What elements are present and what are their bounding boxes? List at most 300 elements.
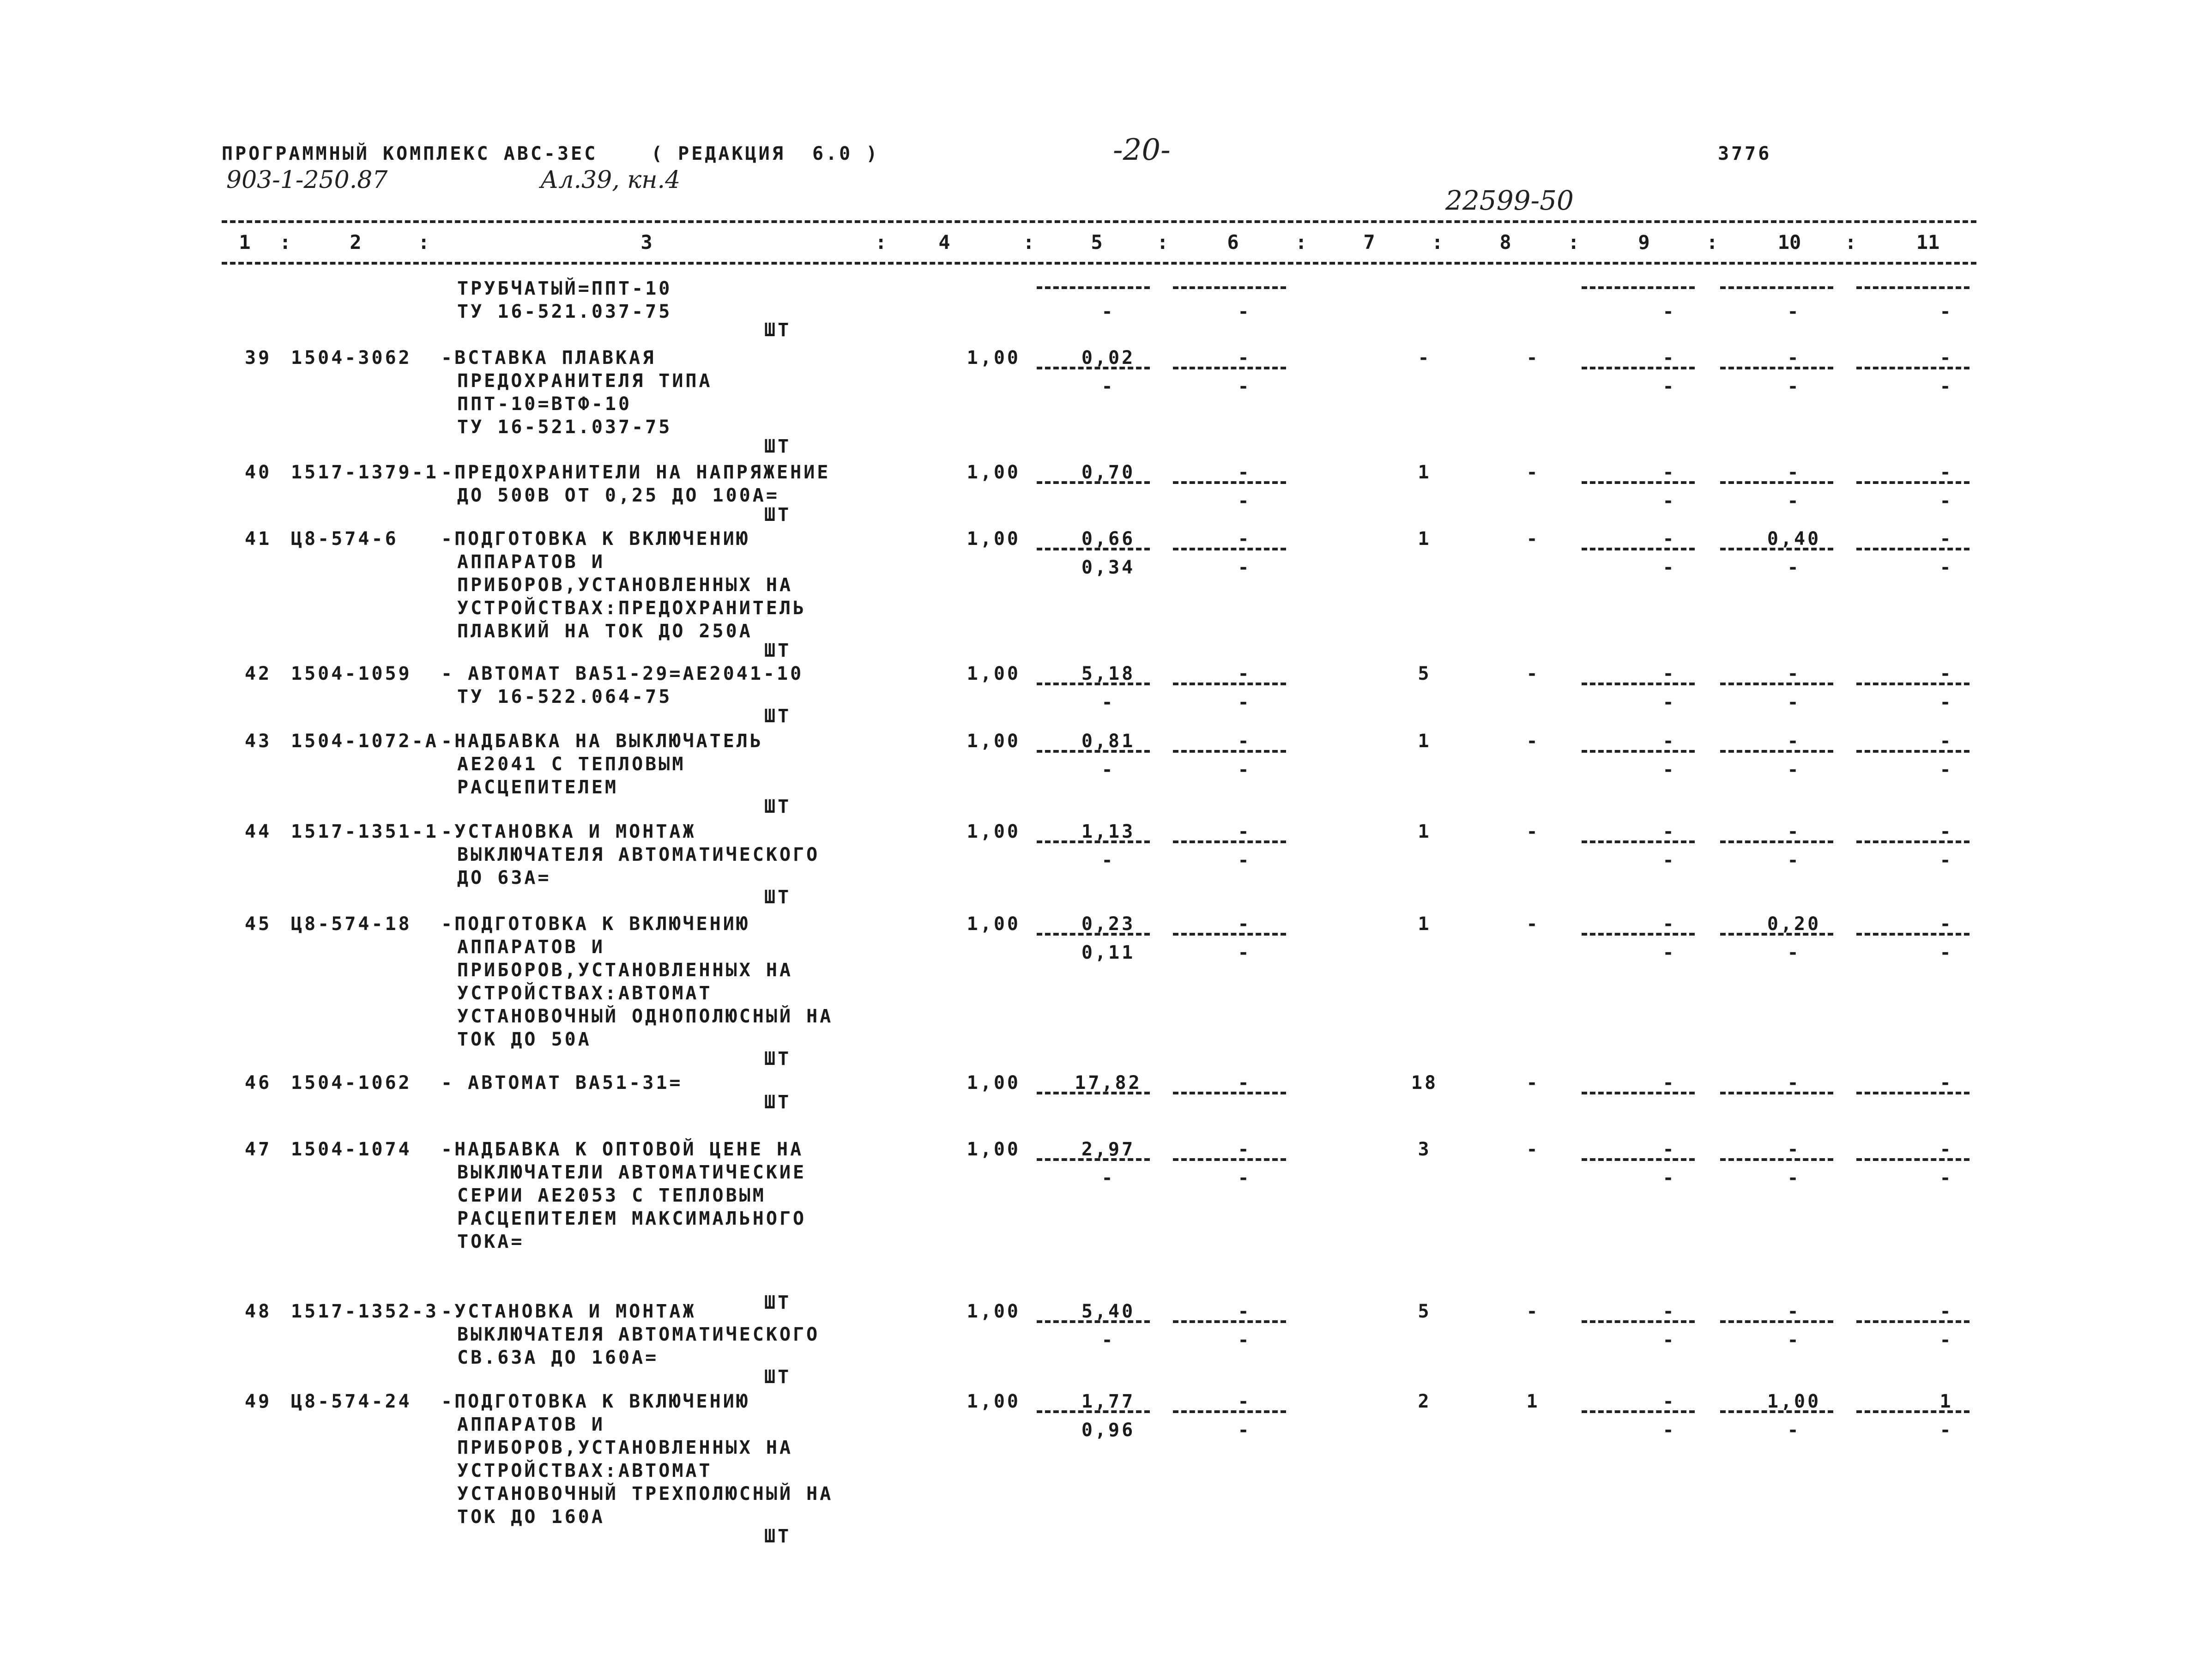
cell-col6-secondary: - <box>1238 301 1251 322</box>
subtotal-rule <box>1582 840 1695 843</box>
cell-col9-secondary: - <box>1662 301 1676 322</box>
cell-col6: - <box>1238 1072 1251 1094</box>
item-description-line: ПРЕДОХРАНИТЕЛЯ ТИПА <box>457 370 713 392</box>
cell-col11: 1 <box>1939 1391 1953 1412</box>
cell-col10-secondary: - <box>1787 942 1801 963</box>
subtotal-rule <box>1720 481 1833 484</box>
cell-col5-secondary: 0,11 <box>1081 942 1136 963</box>
cell-quantity: 1,00 <box>967 913 1021 935</box>
row-number: 39 <box>245 347 272 369</box>
subtotal-rule <box>1173 481 1286 484</box>
subtotal-rule <box>1173 1410 1286 1413</box>
cell-col8: - <box>1526 347 1540 369</box>
cell-col8: - <box>1526 1139 1540 1160</box>
col-header-1: 1 <box>239 231 251 254</box>
cell-col5: 5,18 <box>1081 663 1136 684</box>
cell-col10: - <box>1787 731 1801 752</box>
cell-col5: 2,97 <box>1081 1139 1136 1160</box>
cell-col9: - <box>1662 1139 1676 1160</box>
cell-col11: - <box>1939 347 1953 369</box>
item-description-line: -НАДБАВКА НА ВЫКЛЮЧАТЕЛЬ <box>441 731 763 752</box>
col-separator: : <box>1023 231 1035 254</box>
col-separator: : <box>418 231 430 254</box>
subtotal-rule <box>1582 1320 1695 1323</box>
cell-col11-secondary: - <box>1939 557 1953 578</box>
cell-col11: - <box>1939 913 1953 935</box>
item-description-line: ПРИБОРОВ,УСТАНОВЛЕННЫХ НА <box>457 1437 793 1458</box>
item-description-line: СЕРИИ АЕ2053 С ТЕПЛОВЫМ <box>457 1185 766 1206</box>
item-description-line: -УСТАНОВКА И МОНТАЖ <box>441 821 696 842</box>
item-description-line: АППАРАТОВ И <box>457 1414 605 1435</box>
cell-col11: - <box>1939 663 1953 684</box>
cell-col10: - <box>1787 1072 1801 1094</box>
cell-quantity: 1,00 <box>967 731 1021 752</box>
item-description-line: ТОК ДО 50А <box>457 1029 592 1050</box>
subtotal-rule <box>1720 840 1833 843</box>
item-description-line: ПРИБОРОВ,УСТАНОВЛЕННЫХ НА <box>457 960 793 981</box>
item-description-line: ПРИБОРОВ,УСТАНОВЛЕННЫХ НА <box>457 574 793 596</box>
cell-col8: - <box>1526 913 1540 935</box>
subtotal-rule <box>1037 1320 1150 1323</box>
cell-col7: - <box>1418 347 1432 369</box>
cell-col10-secondary: - <box>1787 557 1801 578</box>
cell-col5: 0,23 <box>1081 913 1136 935</box>
subtotal-rule <box>1173 933 1286 936</box>
col-separator: : <box>1845 231 1857 254</box>
cell-col10: 1,00 <box>1767 1391 1821 1412</box>
col-header-2: 2 <box>350 231 362 254</box>
item-description-line: ТУ 16-522.064-75 <box>457 686 672 707</box>
cell-col6-secondary: - <box>1238 942 1251 963</box>
item-description-line: РАСЦЕПИТЕЛЕМ МАКСИМАЛЬНОГО <box>457 1208 807 1229</box>
item-code: Ц8-574-6 <box>291 528 399 550</box>
item-code: 1504-1059 <box>291 663 412 684</box>
unit-label: ШТ <box>764 1366 791 1388</box>
cell-col9-secondary: - <box>1662 557 1676 578</box>
subtotal-rule <box>1037 367 1150 369</box>
row-number: 41 <box>245 528 272 550</box>
subtotal-rule <box>1720 367 1833 369</box>
subtotal-rule <box>1582 683 1695 685</box>
cell-col9: - <box>1662 347 1676 369</box>
edition-label: ( РЕДАКЦИЯ 6.0 ) <box>651 143 880 164</box>
cell-col7: 5 <box>1418 663 1432 684</box>
row-number: 47 <box>245 1139 272 1160</box>
cell-col5-secondary: - <box>1101 1329 1115 1351</box>
item-description-line: ВЫКЛЮЧАТЕЛЯ АВТОМАТИЧЕСКОГО <box>457 844 820 865</box>
cell-col5: 0,66 <box>1081 528 1136 550</box>
cell-col6: - <box>1238 462 1251 483</box>
unit-label: ШТ <box>764 1048 791 1070</box>
item-description-line: УСТАНОВОЧНЫЙ ТРЕХПОЛЮСНЫЙ НА <box>457 1483 834 1505</box>
cell-col5: 17,82 <box>1075 1072 1142 1094</box>
col-separator: : <box>1706 231 1718 254</box>
col-header-7: 7 <box>1363 231 1375 254</box>
subtotal-rule <box>1037 481 1150 484</box>
cell-col7: 1 <box>1418 528 1432 550</box>
item-description-line: -ПОДГОТОВКА К ВКЛЮЧЕНИЮ <box>441 913 750 935</box>
item-code: 1504-1072-А <box>291 731 439 752</box>
row-number: 46 <box>245 1072 272 1094</box>
cell-col11-secondary: - <box>1939 942 1953 963</box>
item-description-line: ТОК ДО 160А <box>457 1506 605 1528</box>
cell-col11: - <box>1939 462 1953 483</box>
cell-col10-secondary: - <box>1787 1420 1801 1441</box>
cell-col9-secondary: - <box>1662 850 1676 871</box>
cell-col6: - <box>1238 1301 1251 1322</box>
subtotal-rule <box>1582 548 1695 550</box>
item-code: 1504-1062 <box>291 1072 412 1094</box>
cell-col11-secondary: - <box>1939 1167 1953 1189</box>
item-description-line: -ПОДГОТОВКА К ВКЛЮЧЕНИЮ <box>441 528 750 550</box>
item-description-line: ВЫКЛЮЧАТЕЛЯ АВТОМАТИЧЕСКОГО <box>457 1324 820 1345</box>
cell-col10-secondary: - <box>1787 490 1801 512</box>
item-description-line: ТОКА= <box>457 1231 525 1252</box>
subtotal-rule <box>1856 1158 1969 1161</box>
cell-col6-secondary: - <box>1238 759 1251 780</box>
row-number: 40 <box>245 462 272 483</box>
cell-col5-secondary: - <box>1101 759 1115 780</box>
subtotal-rule <box>1582 1092 1695 1094</box>
cell-col6-secondary: - <box>1238 1329 1251 1351</box>
subtotal-rule <box>1856 1320 1969 1323</box>
cell-quantity: 1,00 <box>967 1072 1021 1094</box>
subtotal-rule <box>1582 1158 1695 1161</box>
cell-col10-secondary: - <box>1787 1329 1801 1351</box>
cell-col6-secondary: - <box>1238 1420 1251 1441</box>
subtotal-rule <box>1582 933 1695 936</box>
cell-col10: - <box>1787 1301 1801 1322</box>
cell-col10-secondary: - <box>1787 301 1801 322</box>
unit-label: ШТ <box>764 1526 791 1547</box>
cell-col11-secondary: - <box>1939 301 1953 322</box>
subtotal-rule <box>1582 481 1695 484</box>
cell-col9-secondary: - <box>1662 490 1676 512</box>
item-code: 1517-1352-3 <box>291 1301 439 1322</box>
subtotal-rule <box>1856 683 1969 685</box>
col-header-10: 10 <box>1777 231 1801 254</box>
cell-col9: - <box>1662 1072 1676 1094</box>
cell-col9: - <box>1662 462 1676 483</box>
subtotal-rule <box>1037 1410 1150 1413</box>
cell-col7: 2 <box>1418 1391 1432 1412</box>
cell-col9: - <box>1662 1391 1676 1412</box>
cell-col9: - <box>1662 1301 1676 1322</box>
row-number: 48 <box>245 1301 272 1322</box>
cell-col11: - <box>1939 1301 1953 1322</box>
item-description-line: ВЫКЛЮЧАТЕЛИ АВТОМАТИЧЕСКИЕ <box>457 1162 807 1183</box>
item-code: Ц8-574-24 <box>291 1391 412 1412</box>
subtotal-rule <box>1037 1092 1150 1094</box>
col-header-3: 3 <box>640 231 652 254</box>
item-description-line: - АВТОМАТ ВА51-31= <box>441 1072 683 1094</box>
program-title: ПРОГРАММНЫЙ КОМПЛЕКС АВС-3ЕС <box>222 143 598 164</box>
item-description-line: ДО 63А= <box>457 867 551 888</box>
col-header-11: 11 <box>1916 231 1940 254</box>
item-description-line: -ПОДГОТОВКА К ВКЛЮЧЕНИЮ <box>441 1391 750 1412</box>
cell-col7: 1 <box>1418 731 1432 752</box>
col-separator: : <box>1432 231 1444 254</box>
subtotal-rule <box>1037 750 1150 753</box>
cell-col6: - <box>1238 821 1251 842</box>
cell-col11: - <box>1939 1072 1953 1094</box>
cell-col9: - <box>1662 528 1676 550</box>
col-separator: : <box>279 231 291 254</box>
item-code: 1517-1351-1 <box>291 821 439 842</box>
cell-col8: - <box>1526 462 1540 483</box>
cell-col8: - <box>1526 528 1540 550</box>
item-description-line: УСТРОЙСТВАХ:АВТОМАТ <box>457 1460 713 1481</box>
cell-col5: 1,77 <box>1081 1391 1136 1412</box>
cell-col6: - <box>1238 1391 1251 1412</box>
cell-col8: - <box>1526 821 1540 842</box>
subtotal-rule <box>1173 750 1286 753</box>
page-number: 3776 <box>1718 143 1772 164</box>
cell-col5: 0,81 <box>1081 731 1136 752</box>
subtotal-rule <box>1856 840 1969 843</box>
cell-col9-secondary: - <box>1662 759 1676 780</box>
cell-col9: - <box>1662 731 1676 752</box>
cell-col5: 0,70 <box>1081 462 1136 483</box>
cell-col9-secondary: - <box>1662 692 1676 713</box>
row-number: 43 <box>245 731 272 752</box>
col-separator: : <box>1568 231 1580 254</box>
item-code: 1517-1379-1 <box>291 462 439 483</box>
cell-col8: - <box>1526 1072 1540 1094</box>
cell-col9-secondary: - <box>1662 1420 1676 1441</box>
cell-col7: 1 <box>1418 821 1432 842</box>
page-mark: -20- <box>1113 133 1171 167</box>
cell-quantity: 1,00 <box>967 528 1021 550</box>
subtotal-rule <box>1720 933 1833 936</box>
cell-col5-secondary: - <box>1101 301 1115 322</box>
cell-col5-secondary: - <box>1101 850 1115 871</box>
cell-col6: - <box>1238 528 1251 550</box>
cell-col11-secondary: - <box>1939 1420 1953 1441</box>
cell-col5-secondary: 0,96 <box>1081 1420 1136 1441</box>
subtotal-rule <box>1582 750 1695 753</box>
cell-col10: - <box>1787 821 1801 842</box>
cell-col6: - <box>1238 1139 1251 1160</box>
subtotal-rule <box>1856 481 1969 484</box>
item-description-line: -УСТАНОВКА И МОНТАЖ <box>441 1301 696 1322</box>
cell-col5: 0,02 <box>1081 347 1136 369</box>
subtotal-rule <box>1856 367 1969 369</box>
item-description-line: ДО 500В ОТ 0,25 ДО 100А= <box>457 485 779 506</box>
cell-col11: - <box>1939 731 1953 752</box>
cell-col11-secondary: - <box>1939 692 1953 713</box>
sheet-ref: Ал.39, кн.4 <box>540 166 681 194</box>
cell-col6: - <box>1238 347 1251 369</box>
cell-col11: - <box>1939 528 1953 550</box>
item-description-line: -ВСТАВКА ПЛАВКАЯ <box>441 347 656 369</box>
subtotal-rule <box>1173 683 1286 685</box>
inventory-number: 22599-50 <box>1445 185 1574 216</box>
row-number: 49 <box>245 1391 272 1412</box>
row-number: 42 <box>245 663 272 684</box>
cell-col10: 0,20 <box>1767 913 1821 935</box>
subtotal-rule <box>1173 367 1286 369</box>
item-description-line: ТУ 16-521.037-75 <box>457 301 672 322</box>
cell-col8: - <box>1526 663 1540 684</box>
item-description-line: ППТ-10=ВТФ-10 <box>457 393 632 415</box>
cell-quantity: 1,00 <box>967 1391 1021 1412</box>
subtotal-rule <box>1856 1410 1969 1413</box>
item-description-line: ПЛАВКИЙ НА ТОК ДО 250А <box>457 621 753 642</box>
subtotal-rule <box>1173 286 1286 289</box>
unit-label: ШТ <box>764 796 791 817</box>
unit-label: ШТ <box>764 1092 791 1113</box>
cell-col11-secondary: - <box>1939 759 1953 780</box>
cell-col11-secondary: - <box>1939 1329 1953 1351</box>
cell-col6: - <box>1238 731 1251 752</box>
cell-col6-secondary: - <box>1238 1167 1251 1189</box>
unit-label: ШТ <box>764 640 791 661</box>
unit-label: ШТ <box>764 887 791 908</box>
cell-col10: - <box>1787 462 1801 483</box>
cell-col10: - <box>1787 1139 1801 1160</box>
unit-label: ШТ <box>764 706 791 727</box>
cell-col7: 1 <box>1418 462 1432 483</box>
item-description-line: УСТРОЙСТВАХ:АВТОМАТ <box>457 983 713 1004</box>
col-header-8: 8 <box>1499 231 1511 254</box>
cell-col9-secondary: - <box>1662 942 1676 963</box>
cell-col10: 0,40 <box>1767 528 1821 550</box>
item-description-line: АППАРАТОВ И <box>457 551 605 573</box>
subtotal-rule <box>1173 840 1286 843</box>
cell-col7: 18 <box>1411 1072 1438 1094</box>
cell-col10-secondary: - <box>1787 759 1801 780</box>
subtotal-rule <box>1856 933 1969 936</box>
item-code: 1504-3062 <box>291 347 412 369</box>
subtotal-rule <box>1720 1320 1833 1323</box>
item-description-line: - АВТОМАТ ВА51-29=АЕ2041-10 <box>441 663 804 684</box>
cell-col8: - <box>1526 1301 1540 1322</box>
cell-col10-secondary: - <box>1787 1167 1801 1189</box>
cell-quantity: 1,00 <box>967 821 1021 842</box>
subtotal-rule <box>1582 1410 1695 1413</box>
subtotal-rule <box>1720 683 1833 685</box>
subtotal-rule <box>1856 286 1969 289</box>
cell-quantity: 1,00 <box>967 1139 1021 1160</box>
subtotal-rule <box>1582 367 1695 369</box>
cell-col6: - <box>1238 913 1251 935</box>
subtotal-rule <box>1037 933 1150 936</box>
item-description-line: УСТАНОВОЧНЫЙ ОДНОПОЛЮСНЫЙ НА <box>457 1006 834 1027</box>
cell-col5-secondary: - <box>1101 1167 1115 1189</box>
item-description-line: ТУ 16-521.037-75 <box>457 417 672 438</box>
unit-label: ШТ <box>764 436 791 457</box>
cell-quantity: 1,00 <box>967 347 1021 369</box>
subtotal-rule <box>1720 1410 1833 1413</box>
cell-col11-secondary: - <box>1939 490 1953 512</box>
subtotal-rule <box>1856 750 1969 753</box>
item-description-line: АППАРАТОВ И <box>457 937 605 958</box>
subtotal-rule <box>1173 1092 1286 1094</box>
cell-col5-secondary: - <box>1101 692 1115 713</box>
cell-col6-secondary: - <box>1238 376 1251 397</box>
col-separator: : <box>1295 231 1307 254</box>
item-description-line: УСТРОЙСТВАХ:ПРЕДОХРАНИТЕЛЬ <box>457 598 807 619</box>
cell-col11: - <box>1939 1139 1953 1160</box>
item-description-line: ТРУБЧАТЫЙ=ППТ-10 <box>457 278 672 299</box>
cell-col5: 1,13 <box>1081 821 1136 842</box>
header-rule-bottom <box>222 262 1976 265</box>
cell-col9-secondary: - <box>1662 1329 1676 1351</box>
row-number: 45 <box>245 913 272 935</box>
cell-col10-secondary: - <box>1787 376 1801 397</box>
subtotal-rule <box>1720 1092 1833 1094</box>
cell-col7: 5 <box>1418 1301 1432 1322</box>
row-number: 44 <box>245 821 272 842</box>
subtotal-rule <box>1037 1158 1150 1161</box>
cell-col7: 3 <box>1418 1139 1432 1160</box>
cell-col6-secondary: - <box>1238 850 1251 871</box>
cell-col6-secondary: - <box>1238 692 1251 713</box>
subtotal-rule <box>1037 548 1150 550</box>
cell-col10: - <box>1787 663 1801 684</box>
col-header-6: 6 <box>1227 231 1239 254</box>
subtotal-rule <box>1582 286 1695 289</box>
cell-quantity: 1,00 <box>967 462 1021 483</box>
item-description-line: СВ.63А ДО 160А= <box>457 1347 659 1368</box>
cell-col9: - <box>1662 913 1676 935</box>
item-description-line: РАСЦЕПИТЕЛЕМ <box>457 777 618 798</box>
subtotal-rule <box>1037 683 1150 685</box>
col-separator: : <box>875 231 887 254</box>
item-description-line: -НАДБАВКА К ОПТОВОЙ ЦЕНЕ НА <box>441 1139 804 1160</box>
cell-col8: 1 <box>1526 1391 1540 1412</box>
subtotal-rule <box>1037 840 1150 843</box>
subtotal-rule <box>1173 548 1286 550</box>
subtotal-rule <box>1856 1092 1969 1094</box>
cell-col6-secondary: - <box>1238 557 1251 578</box>
cell-quantity: 1,00 <box>967 1301 1021 1322</box>
cell-col9-secondary: - <box>1662 376 1676 397</box>
cell-col10: - <box>1787 347 1801 369</box>
cell-col10-secondary: - <box>1787 692 1801 713</box>
subtotal-rule <box>1173 1158 1286 1161</box>
cell-col9: - <box>1662 821 1676 842</box>
cell-quantity: 1,00 <box>967 663 1021 684</box>
subtotal-rule <box>1720 286 1833 289</box>
header-rule-top <box>222 220 1976 223</box>
doc-code: 903-1-250.87 <box>226 166 388 194</box>
item-code: Ц8-574-18 <box>291 913 412 935</box>
subtotal-rule <box>1720 548 1833 550</box>
subtotal-rule <box>1856 548 1969 550</box>
cell-col5: 5,40 <box>1081 1301 1136 1322</box>
col-header-4: 4 <box>938 231 950 254</box>
cell-col8: - <box>1526 731 1540 752</box>
subtotal-rule <box>1173 1320 1286 1323</box>
cell-col6-secondary: - <box>1238 490 1251 512</box>
cell-col11-secondary: - <box>1939 376 1953 397</box>
item-code: 1504-1074 <box>291 1139 412 1160</box>
col-separator: : <box>1157 231 1169 254</box>
cell-col9: - <box>1662 663 1676 684</box>
subtotal-rule <box>1720 750 1833 753</box>
item-description-line: -ПРЕДОХРАНИТЕЛИ НА НАПРЯЖЕНИЕ <box>441 462 831 483</box>
unit-label: ШТ <box>764 504 791 526</box>
cell-col11-secondary: - <box>1939 850 1953 871</box>
unit-label: ШТ <box>764 1292 791 1313</box>
unit-label: ШТ <box>764 320 791 341</box>
subtotal-rule <box>1037 286 1150 289</box>
cell-col7: 1 <box>1418 913 1432 935</box>
cell-col9-secondary: - <box>1662 1167 1676 1189</box>
cell-col5-secondary: 0,34 <box>1081 557 1136 578</box>
